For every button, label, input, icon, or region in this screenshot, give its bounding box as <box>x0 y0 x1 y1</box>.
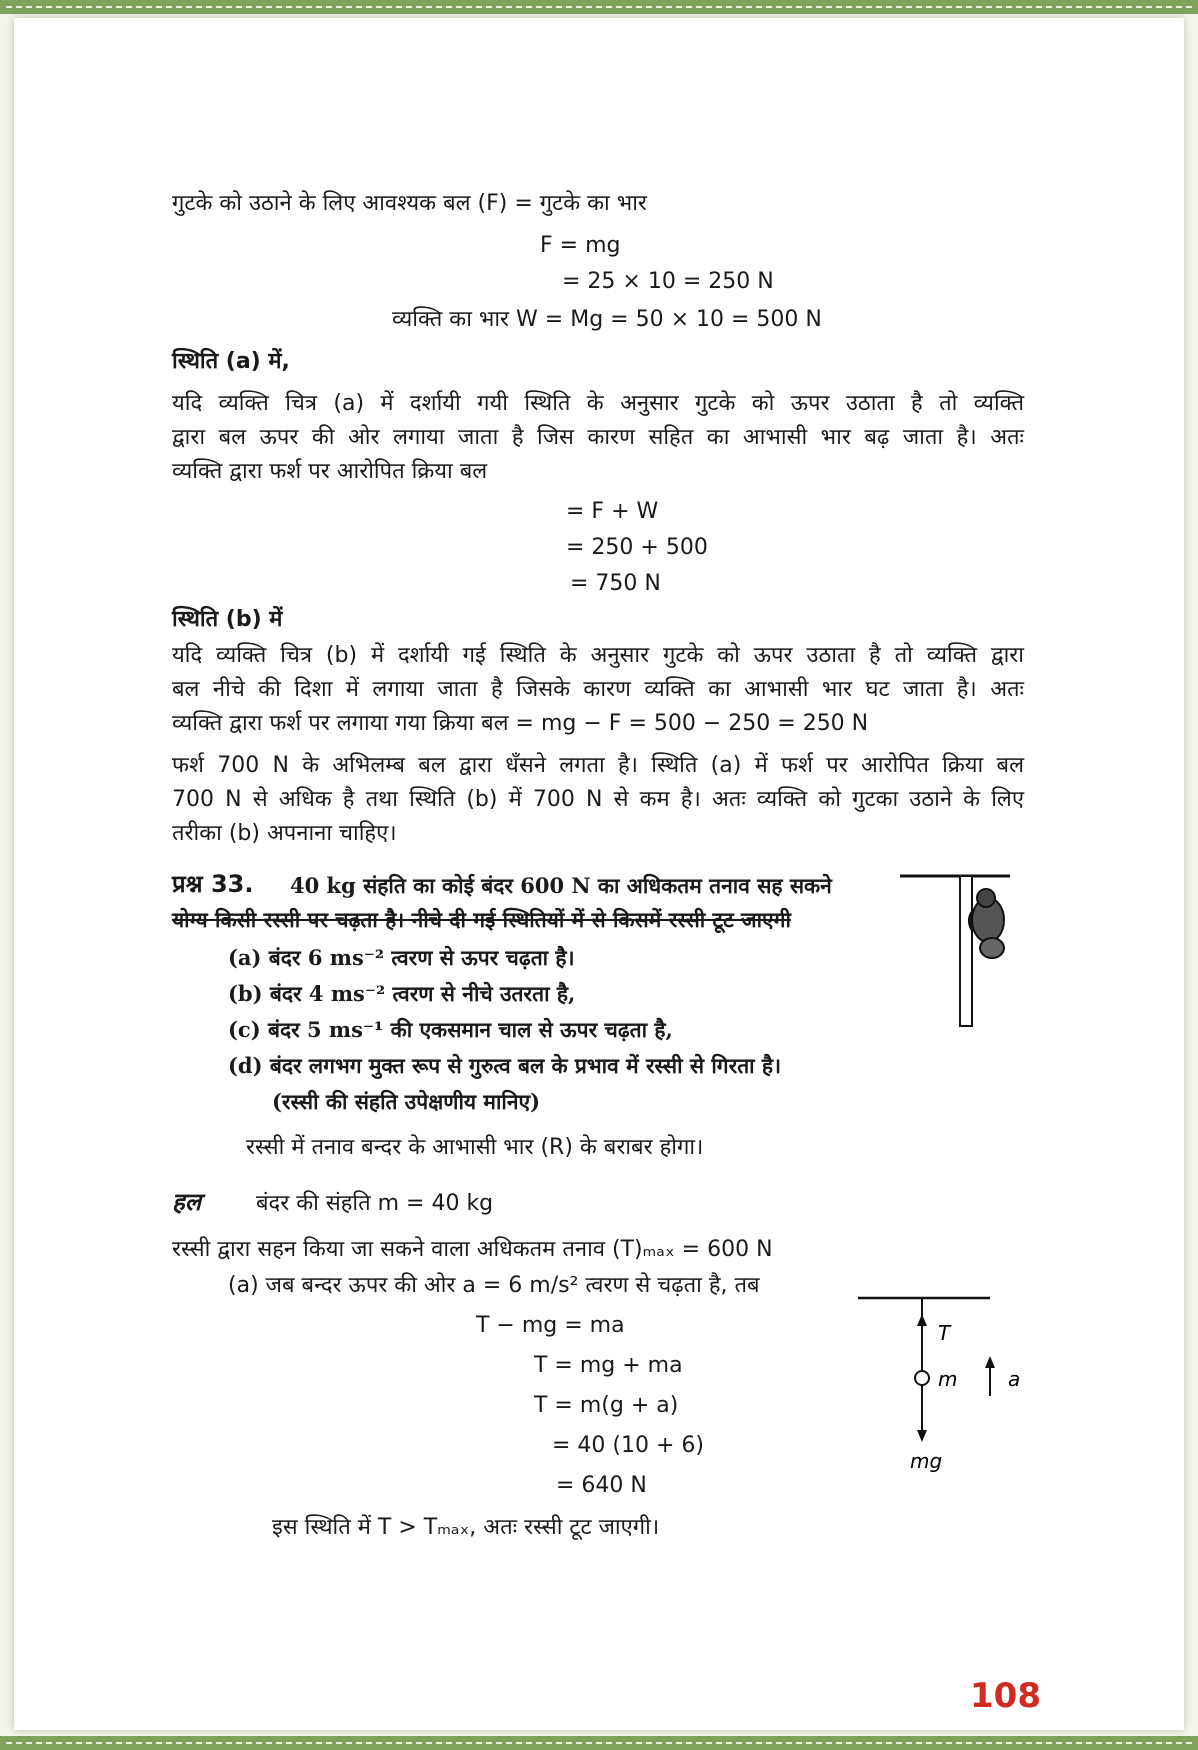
question-number: प्रश्न 33. <box>172 870 254 898</box>
page-number: 108 <box>970 1676 1041 1716</box>
text-line: व्यक्ति द्वारा फर्श पर लगाया गया क्रिया बल = mg − F = 500 − 250 = 250 N <box>172 711 869 736</box>
question-note: (रस्सी की संहति उपेक्षणीय मानिए) <box>272 1089 541 1114</box>
text-line: द्वारा बल ऊपर की ओर लगाया जाता है जिस कारण सहित का आभासी भार बढ़ जाता है। अतः <box>172 425 1024 450</box>
text-line: फर्श 700 N के अभिलम्ब बल द्वारा धँसने लगता है। स्थिति (a) में फर्श पर आरोपित क्रिया बल <box>172 753 1024 778</box>
text-line: तरीका (b) अपनाना चाहिए। <box>172 821 397 846</box>
question-text: योग्य किसी रस्सी पर चढ़ता है। नीचे दी गई स्थितियों में से किसमें रस्सी टूट जाएगी <box>172 907 791 932</box>
equation-line: T − mg = ma <box>476 1313 625 1338</box>
text-line: रस्सी द्वारा सहन किया जा सकने वाला अधिकतम तनाव (T)ₘₐₓ = 600 N <box>172 1237 773 1262</box>
equation-line: T = mg + ma <box>534 1353 683 1378</box>
text-line: व्यक्ति द्वारा फर्श पर आरोपित क्रिया बल <box>172 459 488 484</box>
text-line: यदि व्यक्ति चित्र (b) में दर्शायी गई स्थिति के अनुसार गुटके को ऊपर उठाता है तो व्यक्ति द्वारा <box>172 643 1024 668</box>
question-option: (c) बंदर 5 ms⁻¹ की एकसमान चाल से ऊपर चढ़ता है, <box>228 1017 673 1042</box>
text-line: रस्सी में तनाव बन्दर के आभासी भार (R) के बराबर होगा। <box>246 1135 704 1160</box>
weight-label: mg <box>910 1449 943 1473</box>
text-line: यदि व्यक्ति चित्र (a) में दर्शायी गयी स्थिति के अनुसार गुटके को ऊपर उठाता है तो व्यक्ति <box>172 391 1024 416</box>
equation-line: व्यक्ति का भार W = Mg = 50 × 10 = 500 N <box>392 307 822 332</box>
equation-line: = 40 (10 + 6) <box>552 1433 704 1458</box>
text-line: 700 N से अधिक है तथा स्थिति (b) में 700 N से कम है। अतः व्यक्ति को गुटका उठाने के लिए <box>172 787 1024 812</box>
accel-label: a <box>1008 1367 1021 1391</box>
text-line: इस स्थिति में T > Tₘₐₓ, अतः रस्सी टूट जाएगी। <box>272 1515 660 1540</box>
equation-line: = 750 N <box>570 571 661 596</box>
free-body-diagram <box>850 1290 1021 1473</box>
mass-label: m <box>938 1367 958 1391</box>
equation-line: = F + W <box>566 499 659 524</box>
question-option: (b) बंदर 4 ms⁻² त्वरण से नीचे उतरता है, <box>228 981 576 1006</box>
solution-heading: हल <box>172 1188 202 1216</box>
tension-label: T <box>938 1321 951 1345</box>
equation-line: F = mg <box>540 233 621 258</box>
text-line: गुटके को उठाने के लिए आवश्यक बल (F) = गुटके का भार <box>172 191 647 216</box>
section-heading: स्थिति (a) में, <box>172 349 290 374</box>
monkey-rope-illustration <box>900 870 1020 1030</box>
question-option: (a) बंदर 6 ms⁻² त्वरण से ऊपर चढ़ता है। <box>228 945 575 970</box>
bottom-border <box>0 1736 1198 1750</box>
equation-line: = 25 × 10 = 250 N <box>562 269 774 294</box>
equation-line: T = m(g + a) <box>534 1393 679 1418</box>
text-line: बंदर की संहति m = 40 kg <box>256 1191 494 1216</box>
top-border <box>0 0 1198 14</box>
question-text: 40 kg संहति का कोई बंदर 600 N का अधिकतम तनाव सह सकने <box>290 873 832 898</box>
question-option: (d) बंदर लगभग मुक्त रूप से गुरुत्व बल के प्रभाव में रस्सी से गिरता है। <box>228 1053 782 1078</box>
equation-line: = 250 + 500 <box>566 535 708 560</box>
text-line: (a) जब बन्दर ऊपर की ओर a = 6 m/s² त्वरण से चढ़ता है, तब <box>228 1273 760 1298</box>
text-line: बल नीचे की दिशा में लगाया जाता है जिसके कारण व्यक्ति का आभासी भार घट जाता है। अतः <box>172 677 1024 702</box>
equation-line: = 640 N <box>556 1473 647 1498</box>
section-heading: स्थिति (b) में <box>172 607 283 632</box>
